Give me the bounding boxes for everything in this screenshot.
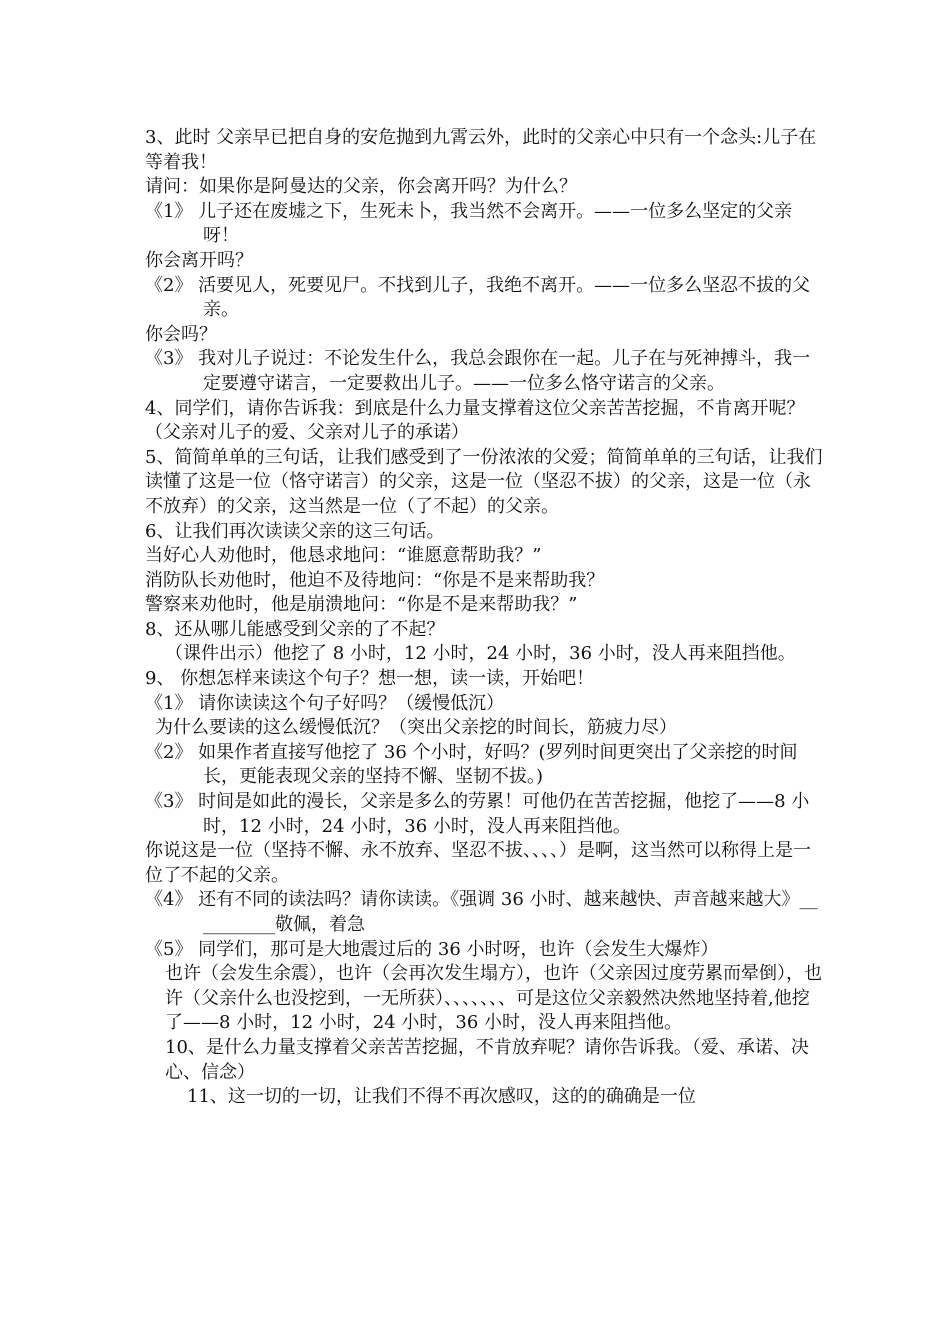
- answer-1: 《1》 儿子还在废墟之下，生死未卜，我当然不会离开。——一位多么坚定的父亲呀！: [145, 200, 793, 247]
- quote-line-3: 警察来劝他时，他是崩溃地问：“你是不是来帮助我？”: [145, 594, 578, 616]
- paragraph-5: 5、简简单单的三句话，让我们感受到了一份浓浓的父爱；简简单单的三句话，让我们读懂了这是一位（恪守诺言）的父亲，这是一位（坚忍不拔）的父亲，这是一位（永不放弃）的父亲，这当然是一位（了不起）的父亲。: [145, 446, 823, 517]
- paragraph-10: 10、是什么力量支撑着父亲苦苦挖掘，不肯放弃呢？请你告诉我。（爱、承诺、决心、信念）: [165, 1036, 809, 1083]
- quote-line-1: 当好心人劝他时，他恳求地问：“谁愿意帮助我？”: [145, 545, 542, 567]
- paragraph-11: 11、这一切的一切，让我们不得不再次感叹，这的的确确是一位: [187, 1086, 696, 1108]
- item-4: 《4》 还有不同的读法吗？请你读读。《强调 36 小时、越来越快、声音越来越大》__________敬佩，着急: [145, 889, 818, 935]
- item-3: 《3》 时间是如此的漫长，父亲是多么的劳累！可他仍在苦苦挖掘，他挖了——8 小时，12 小时，24 小时，36 小时，没人再来阻挡他。: [145, 791, 810, 837]
- question-line: 请问：如果你是阿曼达的父亲，你会离开吗？为什么？: [145, 176, 577, 198]
- answer-3: 《3》 我对儿子说过：不论发生什么，我总会跟你在一起。儿子在与死神搏斗，我一定要遵守诺言，一定要救出儿子。——一位多么恪守诺言的父亲。: [145, 348, 811, 394]
- courseware-line: （课件出示）他挖了 8 小时，12 小时，24 小时，36 小时，没人再来阻挡他。: [165, 643, 796, 665]
- paragraph-8: 8、还从哪儿能感受到父亲的了不起？: [145, 618, 445, 640]
- document-body: [145, 126, 825, 1110]
- paragraph-4: 4、同学们，请你告诉我：到底是什么力量支撑着这位父亲苦苦挖掘，不肯离开呢？（父亲对儿子的爱、父亲对儿子的承诺）: [145, 397, 805, 444]
- item-3-comment: 你说这是一位（坚持不懈、永不放弃、坚忍不拔、、、、）是啊，这当然可以称得上是一位了不起的父亲。: [145, 840, 811, 886]
- item-5: 《5》 同学们，那可是大地震过后的 36 小时呀，也许（会发生大爆炸）: [145, 938, 719, 960]
- quote-line-2: 消防队长劝他时，他迫不及待地问：“你是不是来帮助我？: [145, 569, 605, 591]
- paragraph-9: 9、 你想怎样来读这个句子？想一想，读一读，开始吧！: [145, 668, 595, 690]
- question-line-2: 你会离开吗？: [145, 249, 253, 271]
- paragraph-3: 3、此时 父亲早已把自身的安危抛到九霄云外，此时的父亲心中只有一个念头:儿子在等着我！: [145, 127, 817, 173]
- item-2: 《2》 如果作者直接写他挖了 36 个小时，好吗？(罗列时间更突出了父亲挖的时间长，更能表现父亲的坚持不懈、坚韧不拔。): [145, 741, 798, 788]
- item-5-continued: 也许（会发生余震），也许（会再次发生塌方），也许（父亲因过度劳累而晕倒），也许（父亲什么也没挖到，一无所获）、、、、、、、可是这位父亲毅然决然地坚持着,他挖了——8 小时，12 小时，24 小时，36 小时，没人再来阻挡他。: [165, 963, 822, 1034]
- item-1-question: 为什么要读的这么缓慢低沉？（突出父亲挖的时间长，筋疲力尽）: [155, 717, 677, 739]
- answer-2: 《2》 活要见人，死要见尸。不找到儿子，我绝不离开。——一位多么坚忍不拔的父亲。: [145, 274, 811, 321]
- paragraph-6: 6、让我们再次读读父亲的这三句话。: [145, 520, 445, 542]
- question-line-3: 你会吗？: [145, 323, 217, 345]
- item-1: 《1》 请你读读这个句子好吗？（缓慢低沉）: [145, 692, 505, 714]
